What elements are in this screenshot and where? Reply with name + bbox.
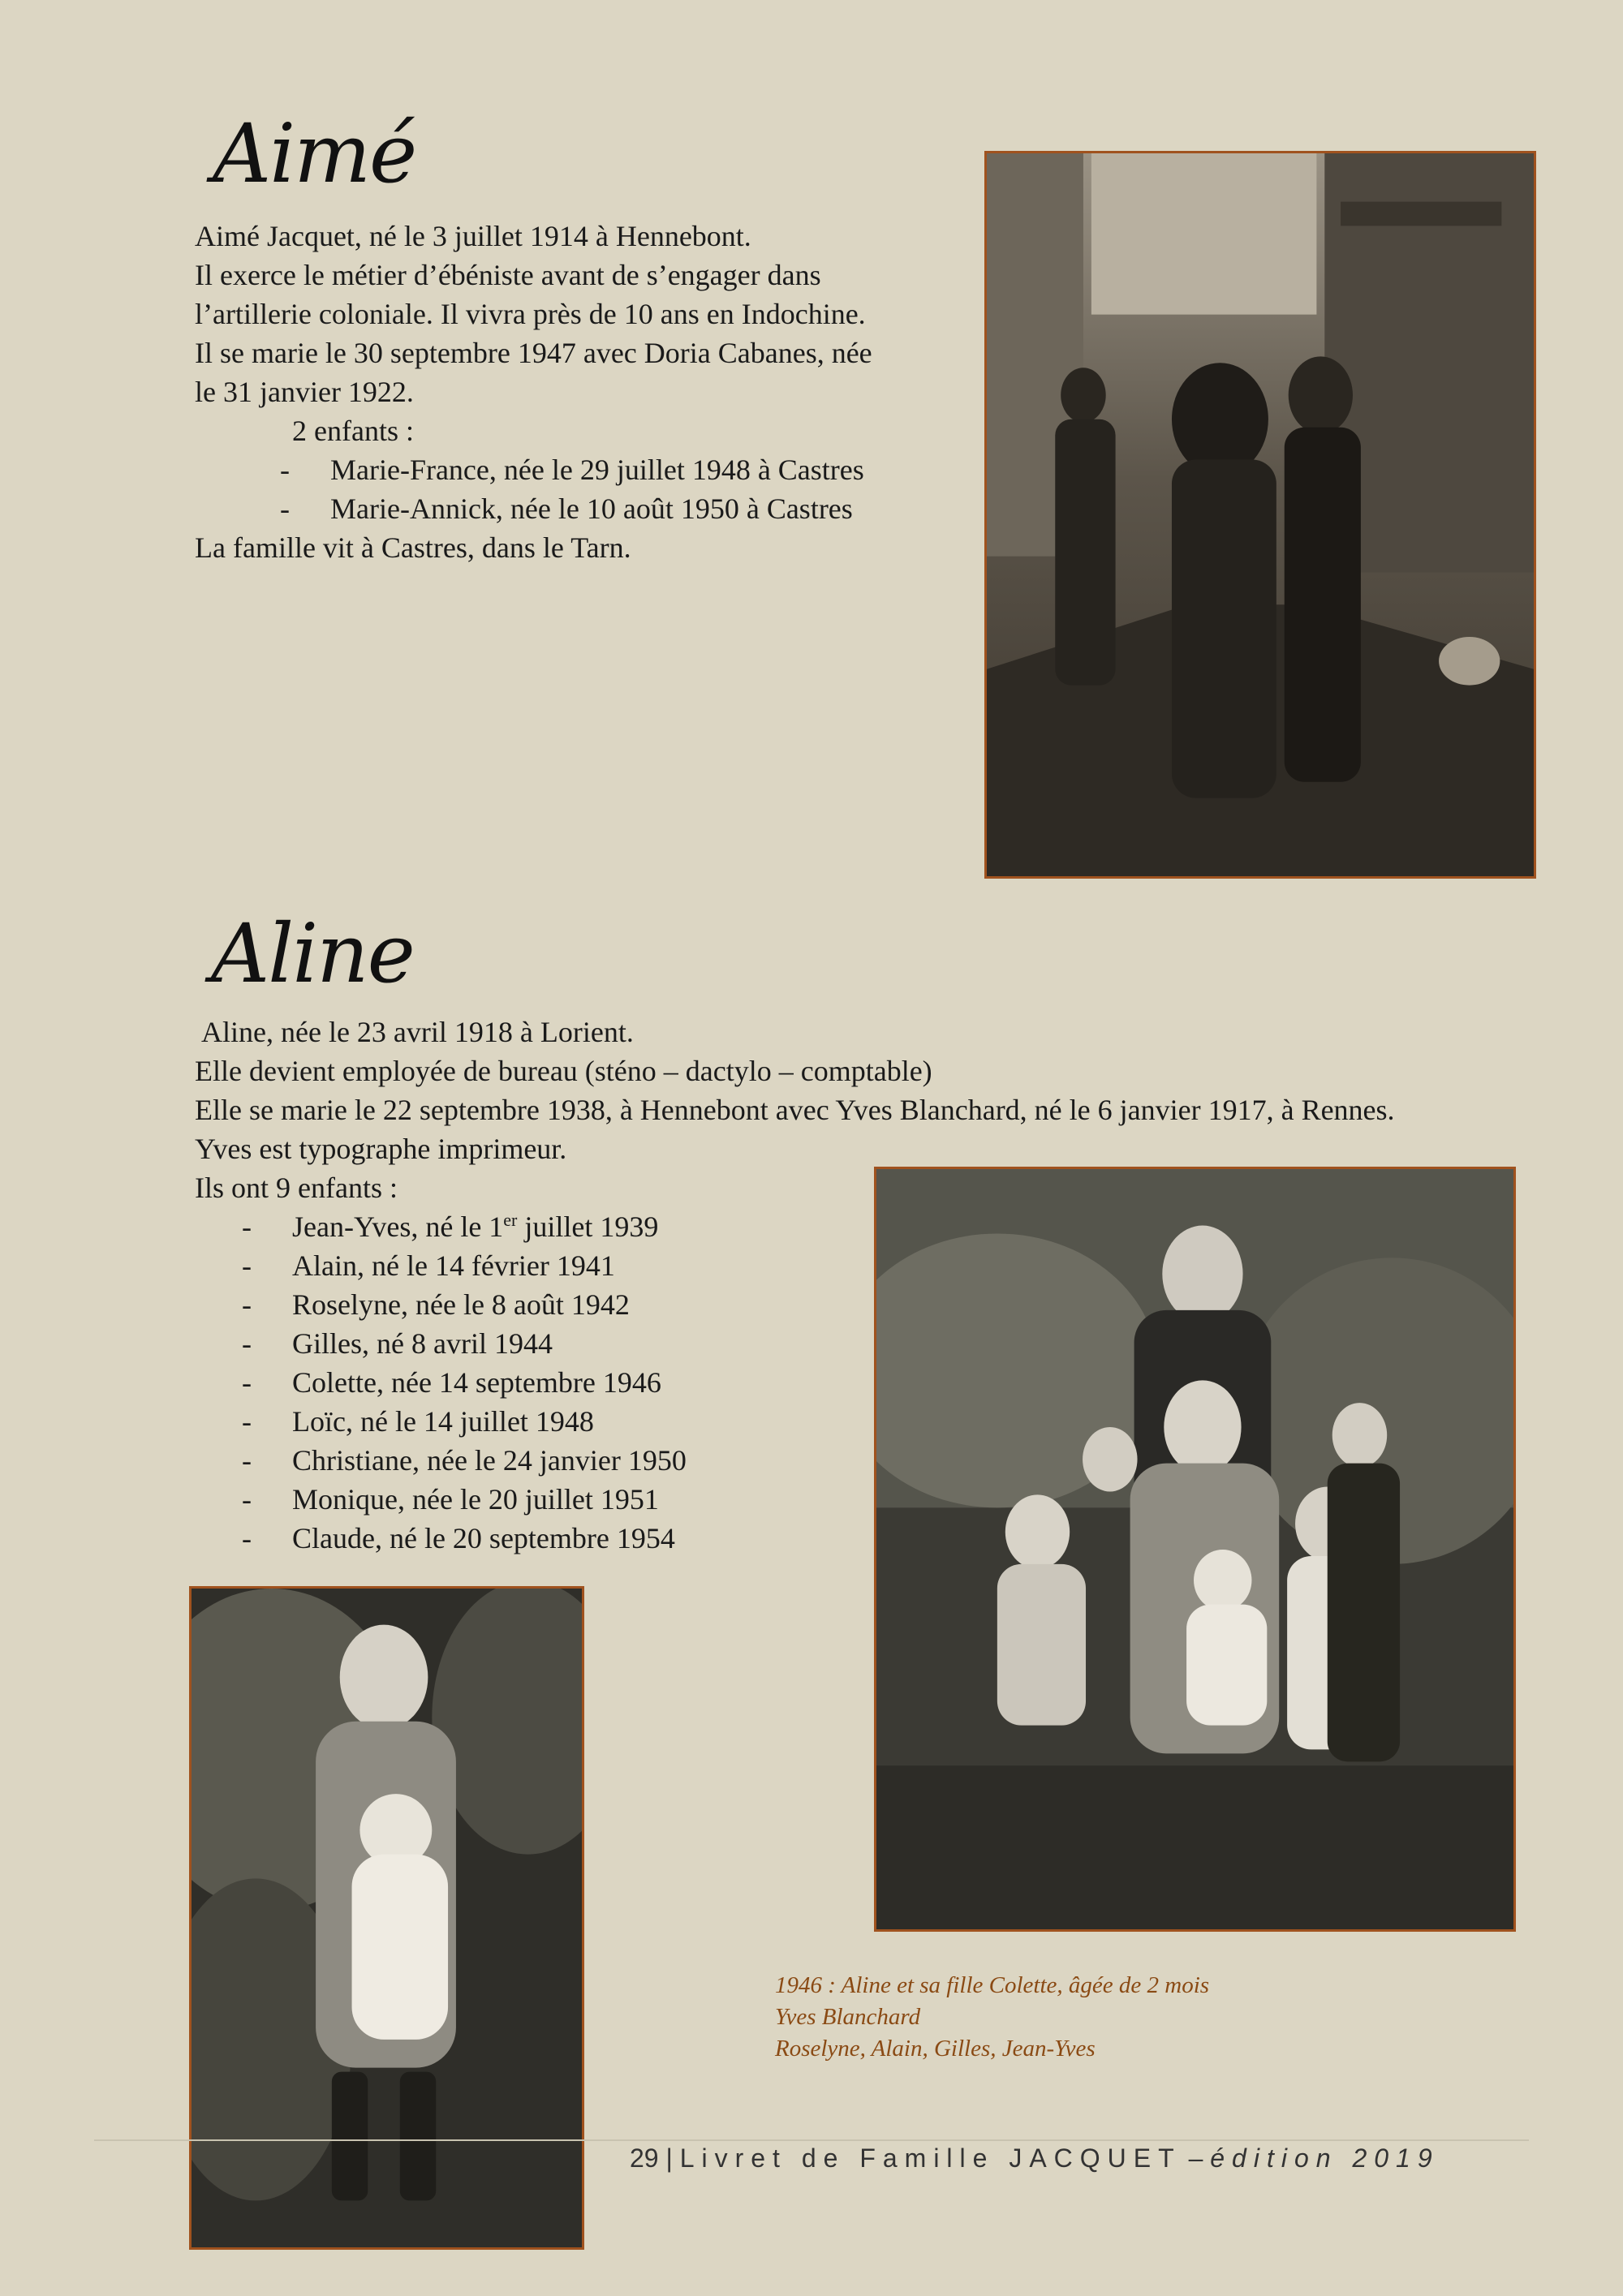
list-item: - Colette, née 14 septembre 1946 [292,1363,1395,1402]
photo-aline-family [874,1167,1516,1932]
list-item: - Gilles, né 8 avril 1944 [292,1324,1395,1363]
list-dash: - [280,492,290,525]
photo-caption [775,1970,1209,2065]
aline-line: Aline, née le 23 avril 1918 à Lorient. [201,1016,634,1048]
list-dash: - [242,1405,252,1438]
caption-line: Roselyne, Alain, Gilles, Jean-Yves [775,2036,1096,2062]
section-title-aline: Aline [211,906,414,1001]
list-item: - Marie-Annick, née le 10 août 1950 à Castres [330,489,872,528]
list-dash: - [242,1366,252,1399]
aime-line: Il exerce le métier d’ébéniste avant de s’engager dans [195,259,821,291]
list-dash: - [242,1444,252,1477]
list-dash: - [242,1522,252,1554]
photo-aline-with-colette [189,1586,584,2250]
footer-edition: édition 2019 [1210,2143,1440,2173]
section-title-aime: Aimé [213,106,416,201]
list-item: - Claude, né le 20 septembre 1954 [292,1519,1395,1558]
aime-children-list [195,450,872,528]
list-dash: - [242,1327,252,1360]
list-item: - Loïc, né le 14 juillet 1948 [292,1402,1395,1441]
aline-line: Elle devient employée de bureau (sténo – dactylo – comptable) [195,1055,932,1087]
aime-closing: La famille vit à Castres, dans le Tarn. [195,531,631,564]
aline-line: Yves est typographe imprimeur. [195,1133,567,1165]
list-item: - Monique, née le 20 juillet 1951 [292,1480,1395,1519]
list-item: - Jean-Yves, né le 1er juillet 1939 [292,1207,1395,1246]
caption-line: Yves Blanchard [775,2004,921,2030]
aime-line: l’artillerie coloniale. Il vivra près de 10 ans en Indochine. [195,298,866,330]
aime-text [195,217,872,567]
aline-line: Ils ont 9 enfants : [195,1172,398,1204]
list-dash: - [242,1210,252,1243]
footer-separator: | [658,2143,680,2173]
list-dash: - [242,1288,252,1321]
footer-divider [94,2139,1529,2141]
list-item: - Christiane, née le 24 janvier 1950 [292,1441,1395,1480]
list-item: - Roselyne, née le 8 août 1942 [292,1285,1395,1324]
page-footer [630,2142,1440,2174]
footer-dash: – [1181,2143,1211,2173]
aime-line: Il se marie le 30 septembre 1947 avec Doria Cabanes, née [195,337,872,369]
list-dash: - [242,1483,252,1516]
aime-children-intro: 2 enfants : [292,415,414,447]
list-dash: - [280,454,290,486]
caption-line: 1946 : Aline et sa fille Colette, âgée de 2 mois [775,1972,1210,1998]
aline-line: Elle se marie le 22 septembre 1938, à Hennebont avec Yves Blanchard, né le 6 janvier 1917, à Rennes. [195,1094,1395,1126]
photo-aime-couple-street [984,151,1536,879]
aime-line: le 31 janvier 1922. [195,376,414,408]
aime-line: Aimé Jacquet, né le 3 juillet 1914 à Hennebont. [195,220,751,252]
list-dash: - [242,1249,252,1282]
list-item: - Alain, né le 14 février 1941 [292,1246,1395,1285]
footer-title: Livret de Famille JACQUET [679,2143,1182,2173]
list-item: - Marie-France, née le 29 juillet 1948 à Castres [330,450,872,489]
page-number: 29 [630,2143,659,2173]
